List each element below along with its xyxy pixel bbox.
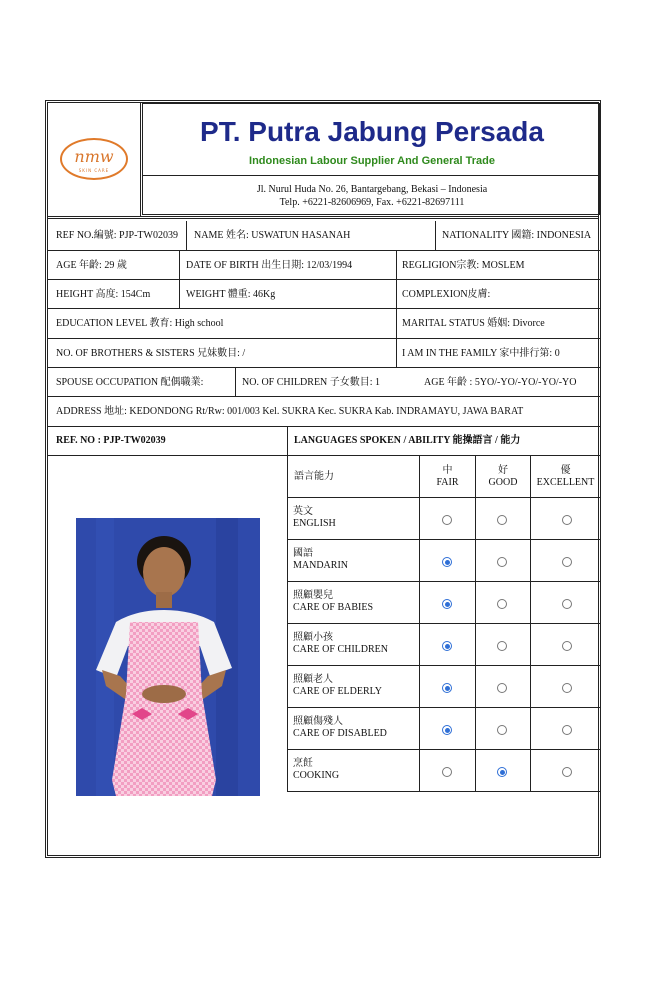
radio-mandarin-fair[interactable] [442,557,452,567]
company-tagline: Indonesian Labour Supplier And General Trade [249,155,495,167]
company-logo [60,138,128,180]
skill-row-babies [293,590,373,614]
skill-en: CARE OF ELDERLY [293,686,382,697]
level-header-good [476,465,530,489]
skill-zh: 英文 [293,506,313,517]
level-good-en: GOOD [488,477,518,488]
radio-elderly-excellent[interactable] [562,683,572,693]
children-age-field: AGE 年齡 : 5YO/-YO/-YO/-YO/-YO [424,377,577,388]
radio-cooking-good[interactable] [497,767,507,777]
level-header-fair [420,465,475,489]
company-name: PT. Putra Jabung Persada [200,116,544,147]
skill-row-mandarin [293,548,348,572]
radio-cooking-excellent[interactable] [562,767,572,777]
marital-status-field: MARITAL STATUS 婚姻: Divorce [402,318,545,329]
radio-mandarin-good[interactable] [497,557,507,567]
complexion-field: COMPLEXION皮膚: [402,289,491,300]
ref-no-label: REF. NO : PJP-TW02039 [56,435,166,446]
spouse-occupation-field: SPOUSE OCCUPATION 配偶職業: [56,377,204,388]
level-good-zh: 好 [498,465,508,476]
radio-english-fair[interactable] [442,515,452,525]
skill-row-cooking [293,758,339,782]
person-illustration [76,518,260,796]
religion-field: REGLIGION宗教: MOSLEM [402,260,525,271]
skill-row-disabled [293,716,387,740]
siblings-field: NO. OF BROTHERS & SISTERS 兄妹數目: / [56,348,246,359]
age-field: AGE 年齡: 29 歲 [56,260,127,271]
education-field: EDUCATION LEVEL 教育: High school [56,318,224,329]
radio-disabled-fair[interactable] [442,725,452,735]
level-excellent-en: EXCELLENT [536,477,595,488]
weight-field: WEIGHT 體重: 46Kg [186,289,276,300]
skill-row-english [293,506,336,530]
radio-babies-good[interactable] [497,599,507,609]
skill-en: ENGLISH [293,518,336,529]
radio-mandarin-excellent[interactable] [562,557,572,567]
skill-en: MANDARIN [293,560,348,571]
radio-babies-excellent[interactable] [562,599,572,609]
radio-english-excellent[interactable] [562,515,572,525]
skill-zh: 照顧傷殘人 [293,716,343,727]
skill-en: CARE OF BABIES [293,602,374,613]
radio-disabled-good[interactable] [497,725,507,735]
skill-zh: 照顧老人 [293,674,333,685]
ref-no-field: REF NO.編號: PJP-TW02039 [56,230,178,241]
skills-section-title: LANGUAGES SPOKEN / ABILITY 能操語言 / 能力 [294,435,521,446]
radio-elderly-good[interactable] [497,683,507,693]
children-count-field: NO. OF CHILDREN 子女數目: 1 [242,377,381,388]
radio-disabled-excellent[interactable] [562,725,572,735]
radio-children-good[interactable] [497,641,507,651]
skill-zh: 照顧小孩 [293,632,333,643]
skill-en: CARE OF DISABLED [293,728,387,739]
address-line-1: Jl. Nurul Huda No. 26, Bantargebang, Bekasi – Indonesia [256,184,488,195]
dob-field: DATE OF BIRTH 出生日期: 12/03/1994 [186,260,353,271]
skill-column-header: 語言能力 [294,471,334,482]
logo-subtext: SKIN CARE [78,168,110,173]
company-address [143,183,601,209]
level-header-excellent [531,465,600,489]
skill-row-elderly [293,674,382,698]
address-field: ADDRESS 地址: KEDONDONG Rt/Rw: 001/003 Kel. SUKRA Kec. SUKRA Kab. INDRAMAYU, JAWA BARAT [56,406,524,417]
level-excellent-zh: 優 [560,465,571,476]
name-field: NAME 姓名: USWATUN HASANAH [194,230,351,241]
radio-children-fair[interactable] [442,641,452,651]
skill-en: CARE OF CHILDREN [293,644,389,655]
height-field: HEIGHT 高度: 154Cm [56,289,151,300]
skill-zh: 照顧嬰兒 [293,590,333,601]
level-fair-zh: 中 [442,465,453,476]
skill-zh: 烹飪 [293,758,313,769]
radio-babies-fair[interactable] [442,599,452,609]
logo-text: nmw [74,147,114,166]
radio-elderly-fair[interactable] [442,683,452,693]
skill-row-children [293,632,388,656]
skill-en: COOKING [293,770,340,781]
skill-zh: 國語 [293,548,313,559]
level-fair-en: FAIR [436,477,459,488]
radio-children-excellent[interactable] [562,641,572,651]
nationality-field: NATIONALITY 國籍: INDONESIA [442,230,592,241]
radio-cooking-fair[interactable] [442,767,452,777]
family-rank-field: I AM IN THE FAMILY 家中排行第: 0 [402,348,560,359]
radio-english-good[interactable] [497,515,507,525]
contact-line: Telp. +6221-82606969, Fax. +6221-82697111 [279,197,465,208]
applicant-photo [76,518,260,796]
